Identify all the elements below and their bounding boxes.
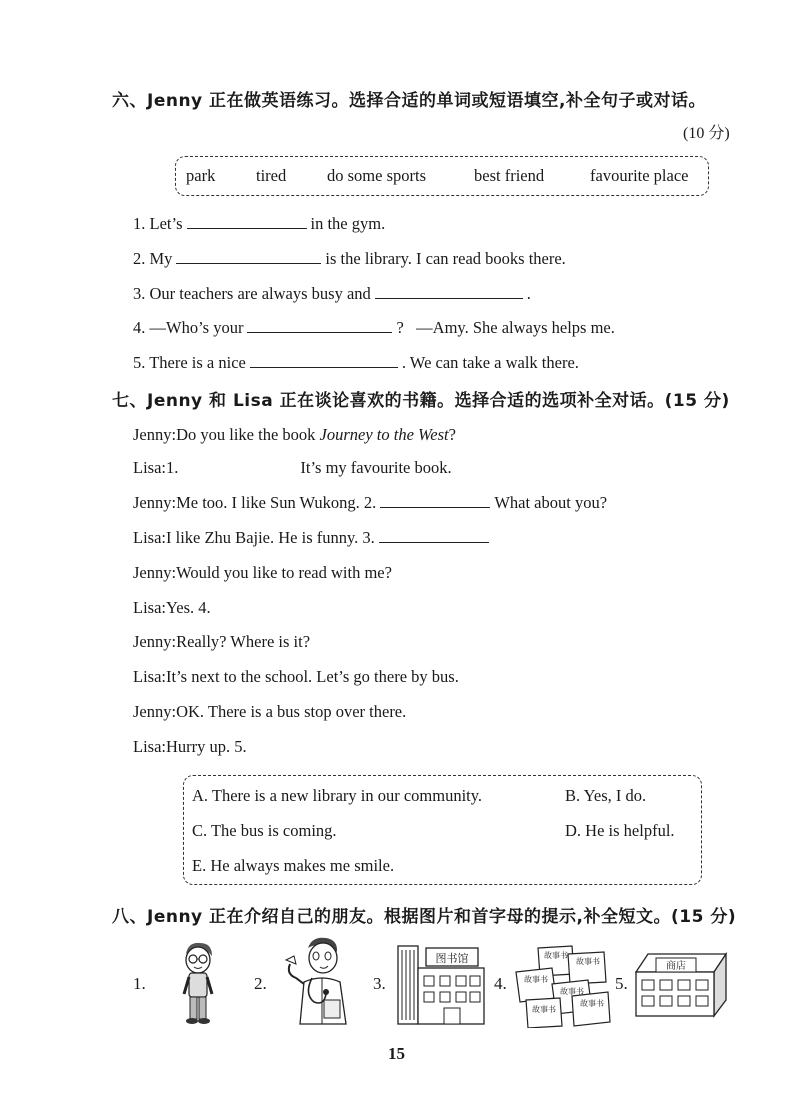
storybook-label: 故事书 [544, 951, 568, 960]
answer-blank[interactable] [375, 284, 523, 299]
picture-number: 2. [254, 974, 267, 993]
answer-blank[interactable] [187, 214, 307, 229]
shop-sign: 商店 [666, 961, 686, 972]
dialogue-line: Lisa:Yes. 4. [133, 598, 211, 617]
option-e: E. He always makes me smile. [192, 856, 395, 875]
dialogue-line: Lisa:1. It’s my favourite book. [133, 458, 452, 477]
dialogue-line: Jenny:OK. There is a bus stop over there. [133, 702, 407, 721]
storybook-label: 故事书 [532, 1005, 556, 1014]
picture-number: 3. [373, 974, 386, 993]
dialogue-line: Jenny:Do you like the book Journey to the West? [133, 425, 456, 444]
question-item: 3. Our teachers are always busy and . [133, 284, 531, 303]
question-item: 1. Let’s in the gym. [133, 214, 386, 233]
section-6-score: (10 分) [683, 125, 730, 142]
option-d: D. He is helpful. [565, 821, 675, 840]
dialogue-line: Lisa:It’s next to the school. Let’s go there by bus. [133, 667, 459, 686]
question-item: 4. —Who’s your ? —Amy. She always helps me. [133, 318, 615, 337]
picture-number: 5. [615, 974, 628, 993]
section-7-title: 七、Jenny 和 Lisa 正在谈论喜欢的书籍。选择合适的选项补全对话。(15 分) [112, 391, 730, 411]
answer-blank[interactable] [380, 493, 490, 508]
word-bank-item: park [186, 166, 216, 185]
shop-icon [634, 950, 728, 1018]
storybook-label: 故事书 [524, 975, 548, 984]
boy-with-glasses-icon [176, 940, 220, 1026]
word-bank-box [175, 156, 709, 196]
picture-number: 4. [494, 974, 507, 993]
section-6-title: 六、Jenny 正在做英语练习。选择合适的单词或短语填空,补全句子或对话。 [112, 91, 707, 111]
answer-blank[interactable] [379, 528, 489, 543]
picture-number: 1. [133, 974, 146, 993]
word-bank-item: favourite place [590, 166, 689, 185]
library-sign: 图书馆 [435, 952, 469, 965]
doctor-with-stethoscope-icon [282, 934, 362, 1026]
option-b: B. Yes, I do. [565, 786, 647, 805]
page-number: 15 [388, 1044, 405, 1063]
answer-blank[interactable] [247, 318, 392, 333]
answer-blank[interactable] [250, 353, 398, 368]
storybook-label: 故事书 [560, 987, 584, 996]
dialogue-line: Lisa:I like Zhu Bajie. He is funny. 3. [133, 528, 493, 548]
word-bank-item: tired [256, 166, 287, 185]
options-box [183, 775, 702, 885]
answer-blank[interactable] [176, 249, 321, 264]
dialogue-line: Jenny:Would you like to read with me? [133, 563, 392, 582]
section-8-title: 八、Jenny 正在介绍自己的朋友。根据图片和首字母的提示,补全短文。(15 分) [112, 907, 737, 927]
question-item: 5. There is a nice . We can take a walk there. [133, 353, 579, 372]
storybooks-icon [512, 944, 612, 1028]
dialogue-line: Jenny:Really? Where is it? [133, 632, 311, 651]
option-c: C. The bus is coming. [192, 821, 337, 840]
question-item: 2. My is the library. I can read books there. [133, 249, 566, 268]
option-a: A. There is a new library in our community. [192, 786, 483, 805]
storybook-label: 故事书 [580, 999, 604, 1008]
dialogue-line: Lisa:Hurry up. 5. [133, 737, 247, 756]
dialogue-line: Jenny:Me too. I like Sun Wukong. 2. What about you? [133, 493, 608, 512]
word-bank-item: best friend [474, 166, 545, 185]
library-building-icon [396, 942, 486, 1026]
storybook-label: 故事书 [576, 957, 600, 966]
word-bank-item: do some sports [327, 166, 426, 185]
